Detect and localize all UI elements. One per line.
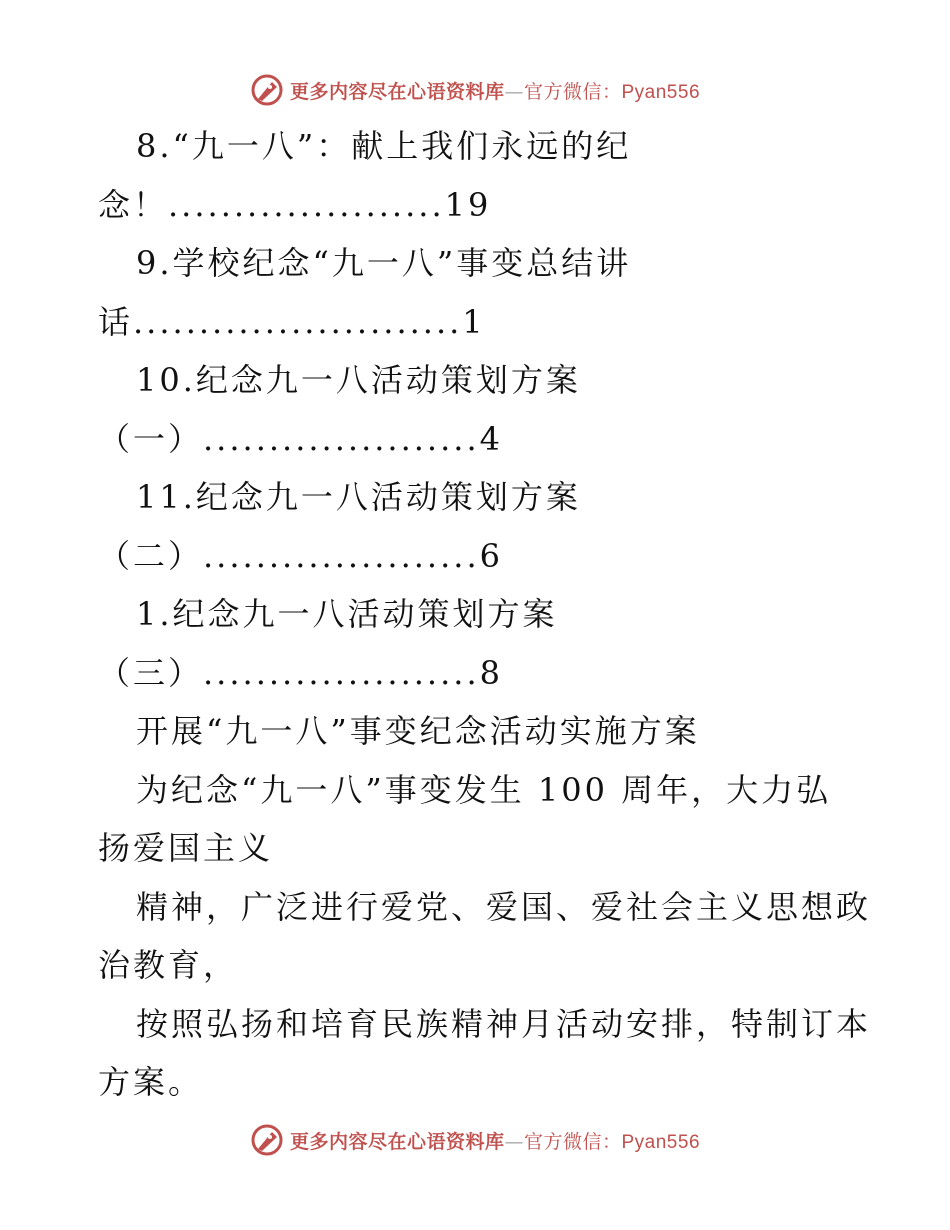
toc-entry-8: 8.“九一八”：献上我们永远的纪 xyxy=(136,127,632,165)
section-title: 开展“九一八”事变纪念活动实施方案 xyxy=(136,712,700,750)
paragraph-line: 为纪念“九一八”事变发生 100 周年，大力弘 xyxy=(136,771,832,809)
banner-wechat-label: 官方微信： xyxy=(523,1130,622,1153)
paragraph-line: 扬爱国主义 xyxy=(98,829,274,867)
paragraph-line: 精神，广泛进行爱党、爱国、爱社会主义思想政 xyxy=(136,888,872,926)
footer-banner xyxy=(0,1120,950,1160)
banner-dash: — xyxy=(504,1130,524,1153)
toc-entry-8-page: 念！.....................19 xyxy=(98,186,492,224)
toc-entry-9: 9.学校纪念“九一八”事变总结讲 xyxy=(136,244,632,282)
paragraph-line: 按照弘扬和培育民族精神月活动安排，特制订本 xyxy=(136,1005,872,1043)
banner-wechat-id: Pyan556 xyxy=(621,81,701,103)
banner-dash: — xyxy=(504,80,524,103)
toc-entry-11: 11.纪念九一八活动策划方案 xyxy=(136,478,581,516)
toc-entry-10-page: （一）.....................4 xyxy=(98,420,503,458)
banner-slogan: 更多内容尽在心语资料库 xyxy=(289,80,505,103)
banner-wechat-id: Pyan556 xyxy=(621,1131,701,1153)
toc-entry-9-page: 话.........................1 xyxy=(98,303,486,341)
toc-entry-1-page: （三）.....................8 xyxy=(98,654,503,692)
header-banner xyxy=(0,70,950,110)
paragraph-line: 方案。 xyxy=(98,1063,204,1101)
toc-entry-10: 10.纪念九一八活动策划方案 xyxy=(136,361,581,399)
paragraph-line: 治教育， xyxy=(98,946,239,984)
toc-entry-1: 1.纪念九一八活动策划方案 xyxy=(136,595,558,633)
banner-slogan: 更多内容尽在心语资料库 xyxy=(289,1130,505,1153)
banner-wechat-label: 官方微信： xyxy=(523,80,622,103)
pen-nib-logo-icon xyxy=(250,73,284,107)
pen-nib-logo-icon xyxy=(250,1123,284,1157)
toc-entry-11-page: （二）.....................6 xyxy=(98,537,503,575)
